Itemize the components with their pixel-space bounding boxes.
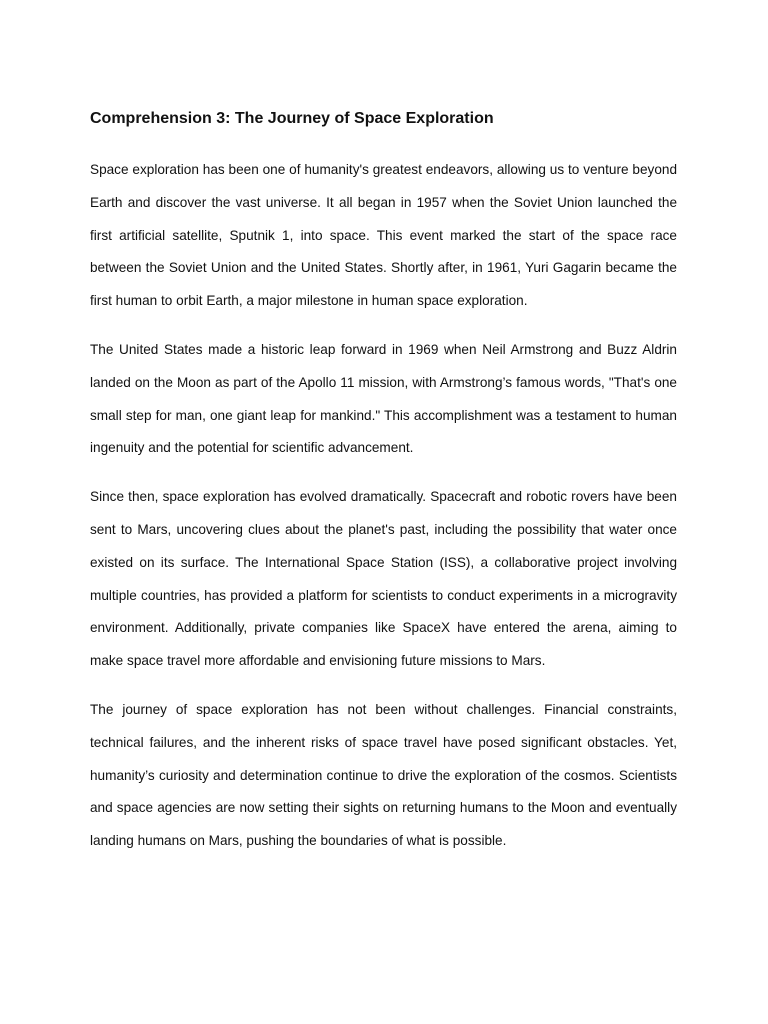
paragraph-2: The United States made a historic leap forward in 1969 when Neil Armstrong and Buzz Aldrin landed on the Moon as part of the Apollo 11 mission, with Armstrong’s famous words, "That's one small step for man, one giant leap for mankind." This accomplishment was a testament to human ingenuity and the potential for scientific advancement. (90, 341, 677, 456)
paragraph-3: Since then, space exploration has evolved dramatically. Spacecraft and robotic rovers have been sent to Mars, uncovering clues about the planet's past, including the possibility that water once existed on its surface. The International Space Station (ISS), a collaborative project involving multiple countries, has provided a platform for scientists to conduct experiments in a microgravity environment. Additionally, private companies like SpaceX have entered the arena, aiming to make space travel more affordable and envisioning future missions to Mars. (90, 489, 677, 669)
paragraph-1: Space exploration has been one of humanity's greatest endeavors, allowing us to venture beyond Earth and discover the vast universe. It all began in 1957 when the Soviet Union launched the first artificial satellite, Sputnik 1, into space. This event marked the start of the space race between the Soviet Union and the United States. Shortly after, in 1961, Yuri Gagarin became the first human to orbit Earth, a major milestone in human space exploration. (90, 162, 677, 309)
document-title: Comprehension 3: The Journey of Space Exploration (90, 110, 494, 127)
paragraph-4: The journey of space exploration has not been without challenges. Financial constraints, technical failures, and the inherent risks of space travel have posed significant obstacles. Yet, humanity’s curiosity and determination continue to drive the exploration of the cosmos. Scientists and space agencies are now setting their sights on returning humans to the Moon and eventually landing humans on Mars, pushing the boundaries of what is possible. (90, 701, 677, 849)
document-page (90, 100, 677, 858)
